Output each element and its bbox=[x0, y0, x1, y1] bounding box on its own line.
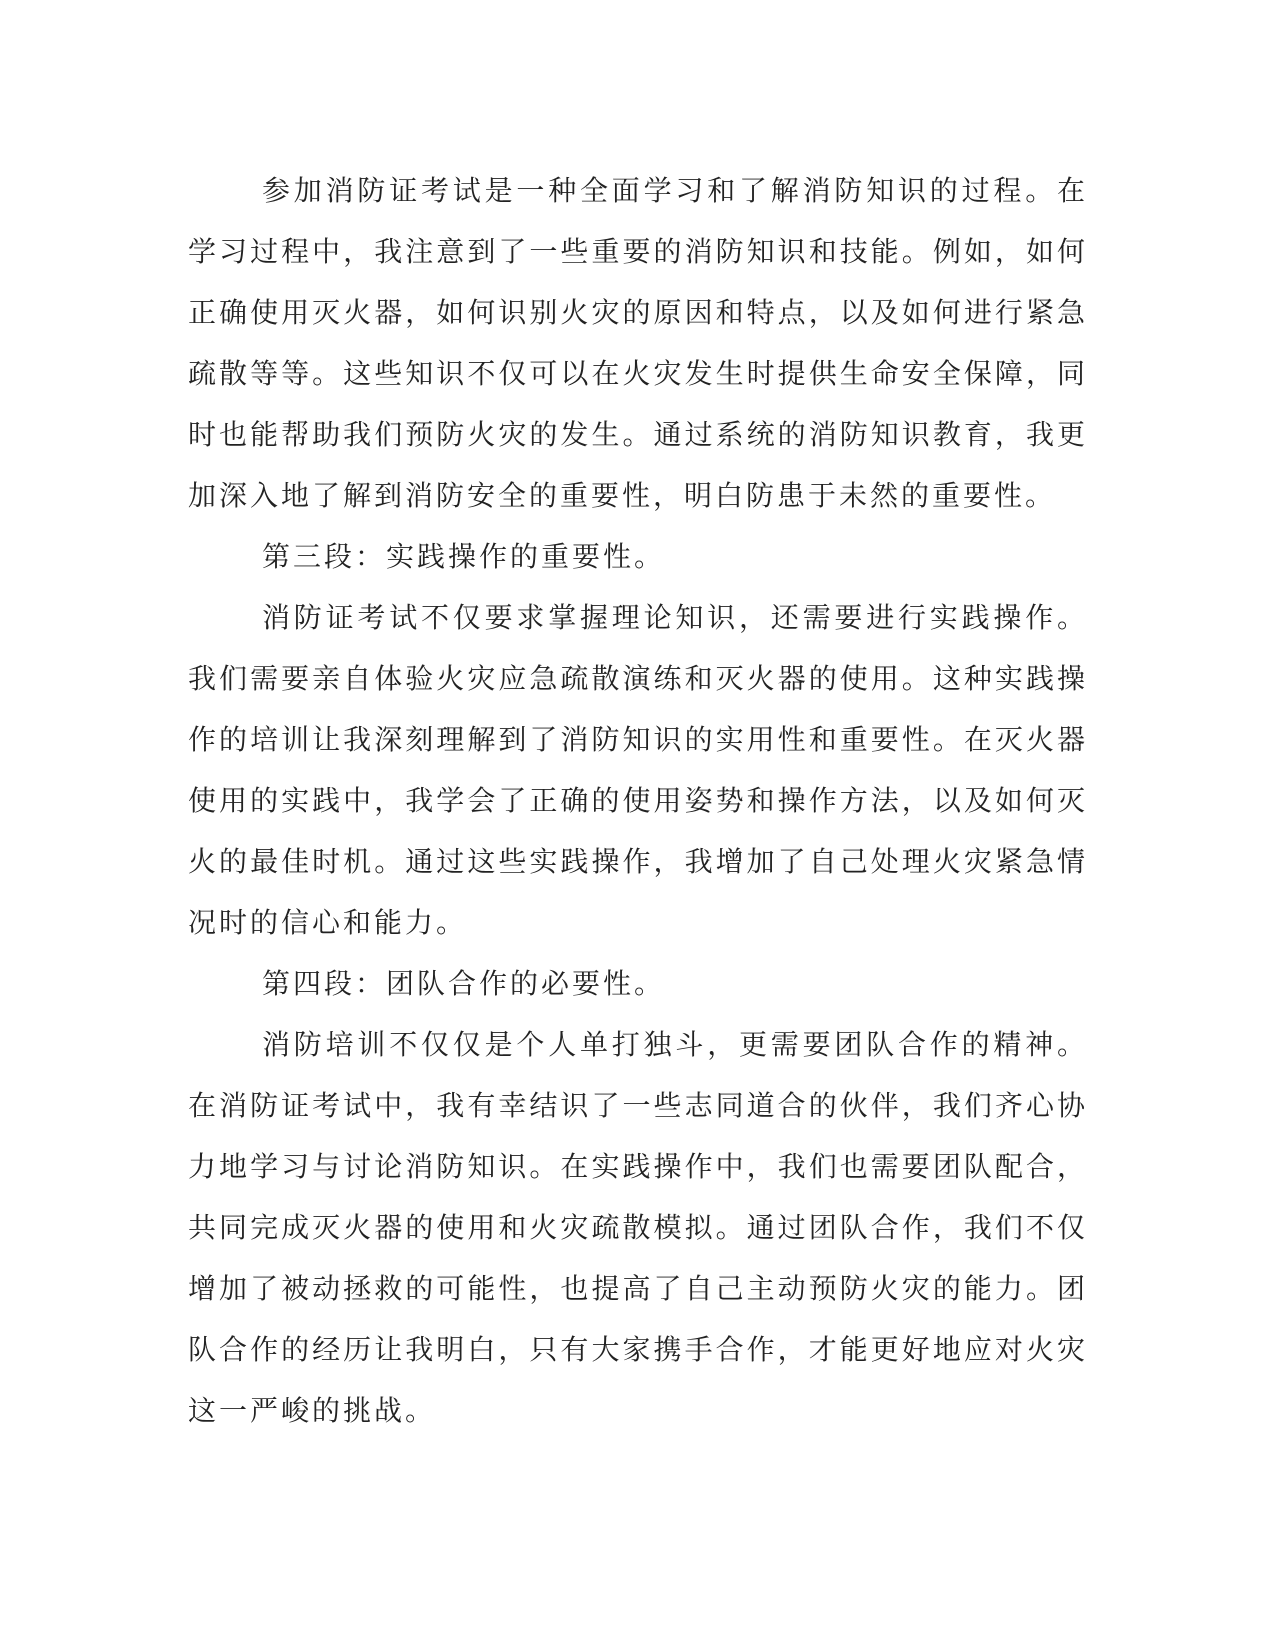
section-heading-3: 第三段：实践操作的重要性。 bbox=[262, 540, 666, 573]
paragraph-teamwork: 消防培训不仅仅是个人单打独斗，更需要团队合作的精神。在消防证考试中，我有幸结识了一些志同道合的伙伴，我们齐心协力地学习与讨论消防知识。在实践操作中，我们也需要团队配合，共同完成灭火器的使用和火灾疏散模拟。通过团队合作，我们不仅增加了被动拯救的可能性，也提高了自己主动预防火灾的能力。团队合作的经历让我明白，只有大家携手合作，才能更好地应对火灾这一严峻的挑战。 bbox=[188, 1028, 1088, 1427]
document-body bbox=[188, 160, 1088, 1441]
paragraph-practice: 消防证考试不仅要求掌握理论知识，还需要进行实践操作。我们需要亲自体验火灾应急疏散演练和灭火器的使用。这种实践操作的培训让我深刻理解到了消防知识的实用性和重要性。在灭火器使用的实践中，我学会了正确的使用姿势和操作方法，以及如何灭火的最佳时机。通过这些实践操作，我增加了自己处理火灾紧急情况时的信心和能力。 bbox=[188, 601, 1088, 939]
section-heading-4: 第四段：团队合作的必要性。 bbox=[262, 967, 666, 1000]
paragraph-knowledge: 参加消防证考试是一种全面学习和了解消防知识的过程。在学习过程中，我注意到了一些重要的消防知识和技能。例如，如何正确使用灭火器，如何识别火灾的原因和特点，以及如何进行紧急疏散等等。这些知识不仅可以在火灾发生时提供生命安全保障，同时也能帮助我们预防火灾的发生。通过系统的消防知识教育，我更加深入地了解到消防安全的重要性，明白防患于未然的重要性。 bbox=[188, 174, 1088, 512]
